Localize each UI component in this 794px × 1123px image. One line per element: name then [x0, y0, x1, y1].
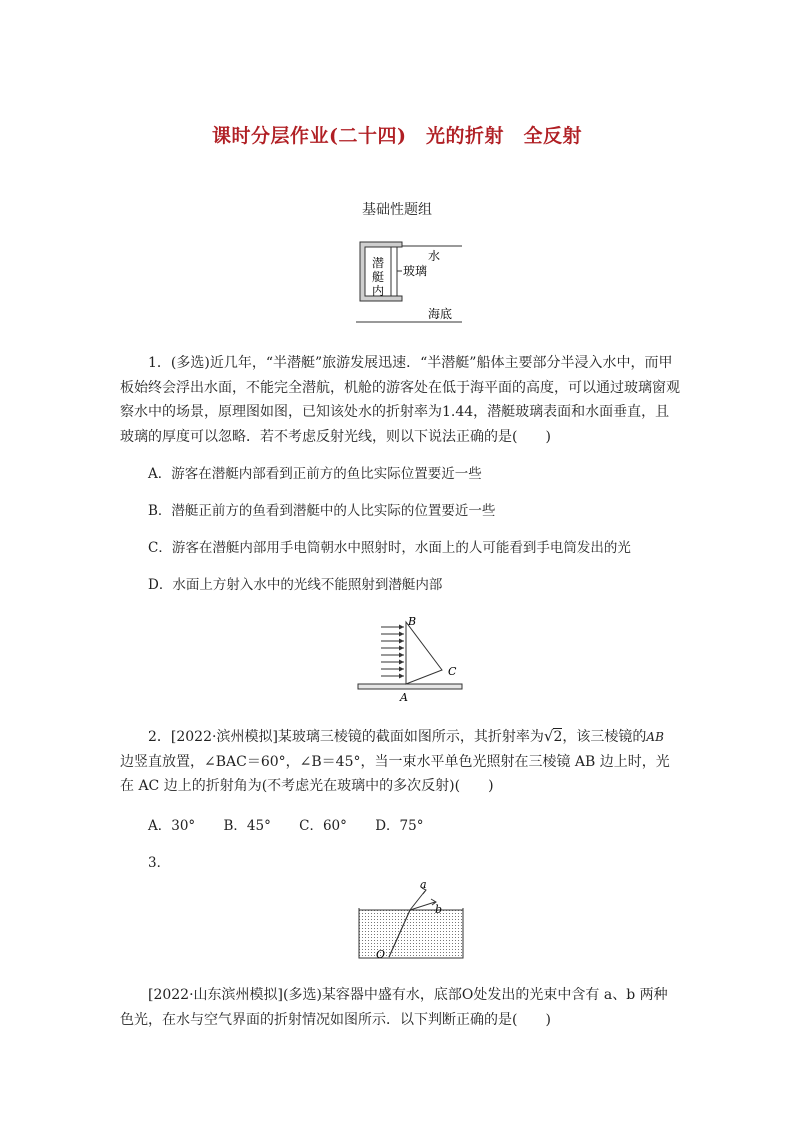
q1-option-a: A．游客在潜艇内部看到正前方的鱼比实际位置要近一些 — [148, 466, 482, 482]
q1-option-b: B．潜艇正前方的鱼看到潜艇中的人比实际的位置要近一些 — [148, 503, 496, 519]
ray-a-label: a — [420, 882, 427, 891]
q1-option-c: C．游客在潜艇内部用手电筒朝水中照射时，水面上的人可能看到手电筒发出的光 — [148, 540, 631, 556]
vertex-a-label: A — [400, 691, 408, 704]
container-figure — [355, 882, 467, 962]
submarine-figure — [350, 238, 470, 326]
base-plate — [358, 684, 462, 689]
question-3-number: 3． — [148, 855, 171, 871]
sqrt-radicand: 2 — [553, 729, 563, 745]
glass-window — [391, 247, 397, 296]
q2-options — [148, 814, 447, 834]
page-title: 课时分层作业(二十四) 光的折射 全反射 — [212, 125, 582, 147]
q2-option-d: D．75° — [375, 818, 424, 834]
section-heading: 基础性题组 — [362, 202, 432, 218]
glass-label: 玻璃 — [403, 264, 428, 278]
seabed-label: 海底 — [428, 307, 453, 321]
q2-option-b: B．45° — [223, 818, 271, 834]
q2-rest: 边竖直放置，∠BAC＝60°，∠B＝45°，当一束水平单色光照射在三棱镜 AB 边上时，光在 AC 边上的折射角为(不考虑光在玻璃中的多次反射)( ) — [120, 753, 670, 794]
q2-option-c: C．60° — [299, 818, 347, 834]
question-1-text: 1．(多选)近几年，“半潜艇”旅游发展迅速．“半潜艇”船体主要部分半浸入水中，而甲板始终会浮出水面，不能完全潜航，机舱的游客处在低于海平面的高度，可以通过玻璃窗观察水中的场景，原理图如图，已知该处水的折射率为1.44，潜艇玻璃表面和水面垂直，且玻璃的厚度可以忽略．若不考虑反射光线，则以下说法正确的是( ) — [120, 355, 680, 445]
q1-option-d: D．水面上方射入水中的光线不能照射到潜艇内部 — [148, 577, 443, 593]
prism-triangle — [406, 622, 442, 684]
water-label: 水 — [428, 249, 441, 263]
q2-ab: AB — [646, 730, 664, 744]
q2-line1-a: 2．[2022·滨州模拟]某玻璃三棱镜的截面如图所示，其折射率为 — [148, 729, 544, 745]
water-fill — [359, 910, 463, 957]
question-2 — [120, 724, 680, 799]
q2-line1-b: ，该三棱镜的 — [562, 729, 647, 745]
vertex-b-label: B — [408, 615, 417, 628]
ray-b-label: b — [435, 903, 443, 916]
inside-char-3: 内 — [371, 284, 385, 298]
q2-option-a: A．30° — [148, 818, 196, 834]
question-3 — [120, 983, 680, 1032]
question-1 — [120, 351, 680, 449]
question-3-text: [2022·山东滨州模拟](多选)某容器中盛有水，底部O处发出的光束中含有 a、b 两种色光，在水与空气界面的折射情况如图所示．以下判断正确的是( ) — [120, 987, 668, 1028]
vertex-c-label: C — [448, 665, 457, 678]
sqrt-symbol: √2 — [543, 727, 563, 745]
origin-o-label: O — [376, 948, 386, 961]
inside-char-1: 潜 — [371, 256, 385, 270]
incident-rays — [381, 627, 404, 676]
prism-figure — [354, 614, 466, 704]
inside-char-2: 艇 — [371, 270, 385, 284]
